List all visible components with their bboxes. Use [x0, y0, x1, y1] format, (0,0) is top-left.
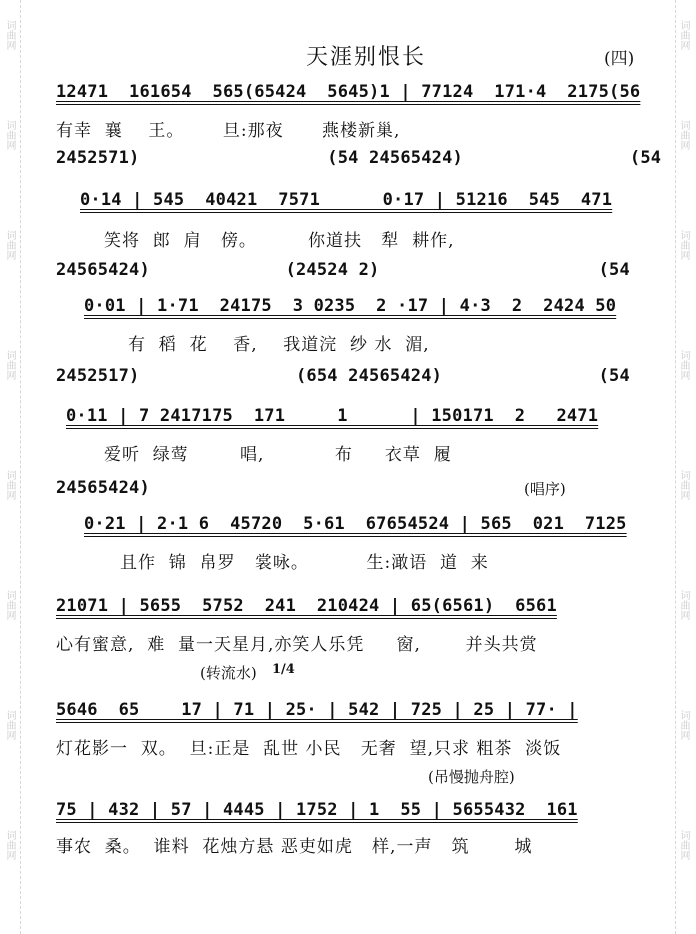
watermark-text: 词曲网 [678, 470, 689, 500]
watermark-text: 词曲网 [4, 710, 15, 740]
time-signature: 1/4 [272, 662, 295, 677]
notation-line: 2452571) (54 24565424) (54 [56, 148, 662, 168]
watermark-text: 词曲网 [678, 830, 689, 860]
notation-line: 75 | 432 | 57 | 4445 | 1752 | 1 55 | 5655432 161 [56, 800, 578, 820]
lyric-line: 有 稻 花 香, 我道浣 纱 水 湄, [128, 335, 430, 355]
lyric-line: 灯花影一 双。 旦:正是 乱世 小民 无奢 望,只求 粗茶 淡饭 [56, 739, 562, 759]
watermark-text: 词曲网 [678, 20, 689, 50]
watermark-text: 词曲网 [678, 350, 689, 380]
annotation-zhuanliushui: (转流水) [200, 664, 257, 682]
watermark-right [675, 0, 694, 934]
watermark-text: 词曲网 [4, 830, 15, 860]
watermark-text: 词曲网 [678, 120, 689, 150]
annotation-changxu: (唱序) [524, 480, 566, 498]
watermark-left [2, 0, 21, 934]
watermark-text: 词曲网 [678, 590, 689, 620]
lyric-line: 事农 桑。 谁料 花烛方悬 恶吏如虎 样,一声 筑 城 [56, 837, 533, 857]
notation-line: 24565424) [56, 478, 150, 498]
watermark-text: 词曲网 [4, 20, 15, 50]
watermark-text: 词曲网 [4, 230, 15, 260]
notation-line: 24565424) (24524 2) (54 [56, 260, 630, 280]
notation-line: 0·21 | 2·1 6 45720 5·61 67654524 | 565 021 7125 [84, 514, 627, 534]
lyric-line: 笑将 郎 肩 傍。 你道扶 犁 耕作, [104, 231, 455, 251]
notation-line: 2452517) (654 24565424) (54 [56, 366, 630, 386]
lyric-line: 有幸 襄 王。 旦:那夜 燕楼新巢, [56, 121, 401, 141]
watermark-text: 词曲网 [678, 710, 689, 740]
notation-line: 5646 65 17 | 71 | 25· | 542 | 725 | 25 | 77· | [56, 700, 578, 720]
score-title: 天涯别恨长 [306, 45, 427, 70]
watermark-text: 词曲网 [4, 470, 15, 500]
watermark-text: 词曲网 [4, 120, 15, 150]
notation-line: 0·11 | 7 2417175 171 1 | 150171 2 2471 [66, 406, 599, 426]
notation-line: 0·01 | 1·71 24175 3 0235 2 ·17 | 4·3 2 2424 50 [84, 296, 617, 316]
notation-line: 0·14 | 545 40421 7571 0·17 | 51216 545 471 [80, 190, 613, 210]
lyric-line: 爱听 绿莺 唱, 布 衣草 履 [104, 445, 452, 465]
notation-line: 12471 161654 565(65424 5645)1 | 77124 171·4 2175(56 [56, 82, 641, 102]
notation-line: 21071 | 5655 5752 241 210424 | 65(6561) 6561 [56, 596, 557, 616]
watermark-text: 词曲网 [4, 590, 15, 620]
watermark-text: 词曲网 [678, 230, 689, 260]
part-number: (四) [604, 49, 635, 69]
lyric-line: 且作 锦 帛罗 裳咏。 生:澉语 道 来 [120, 553, 489, 573]
watermark-text: 词曲网 [4, 350, 15, 380]
lyric-line: 心有蜜意, 难 量一天星月,亦笑人乐凭 窗, 并头共赏 [56, 635, 538, 655]
annotation-diaoman: (吊慢抛舟腔) [428, 768, 515, 786]
